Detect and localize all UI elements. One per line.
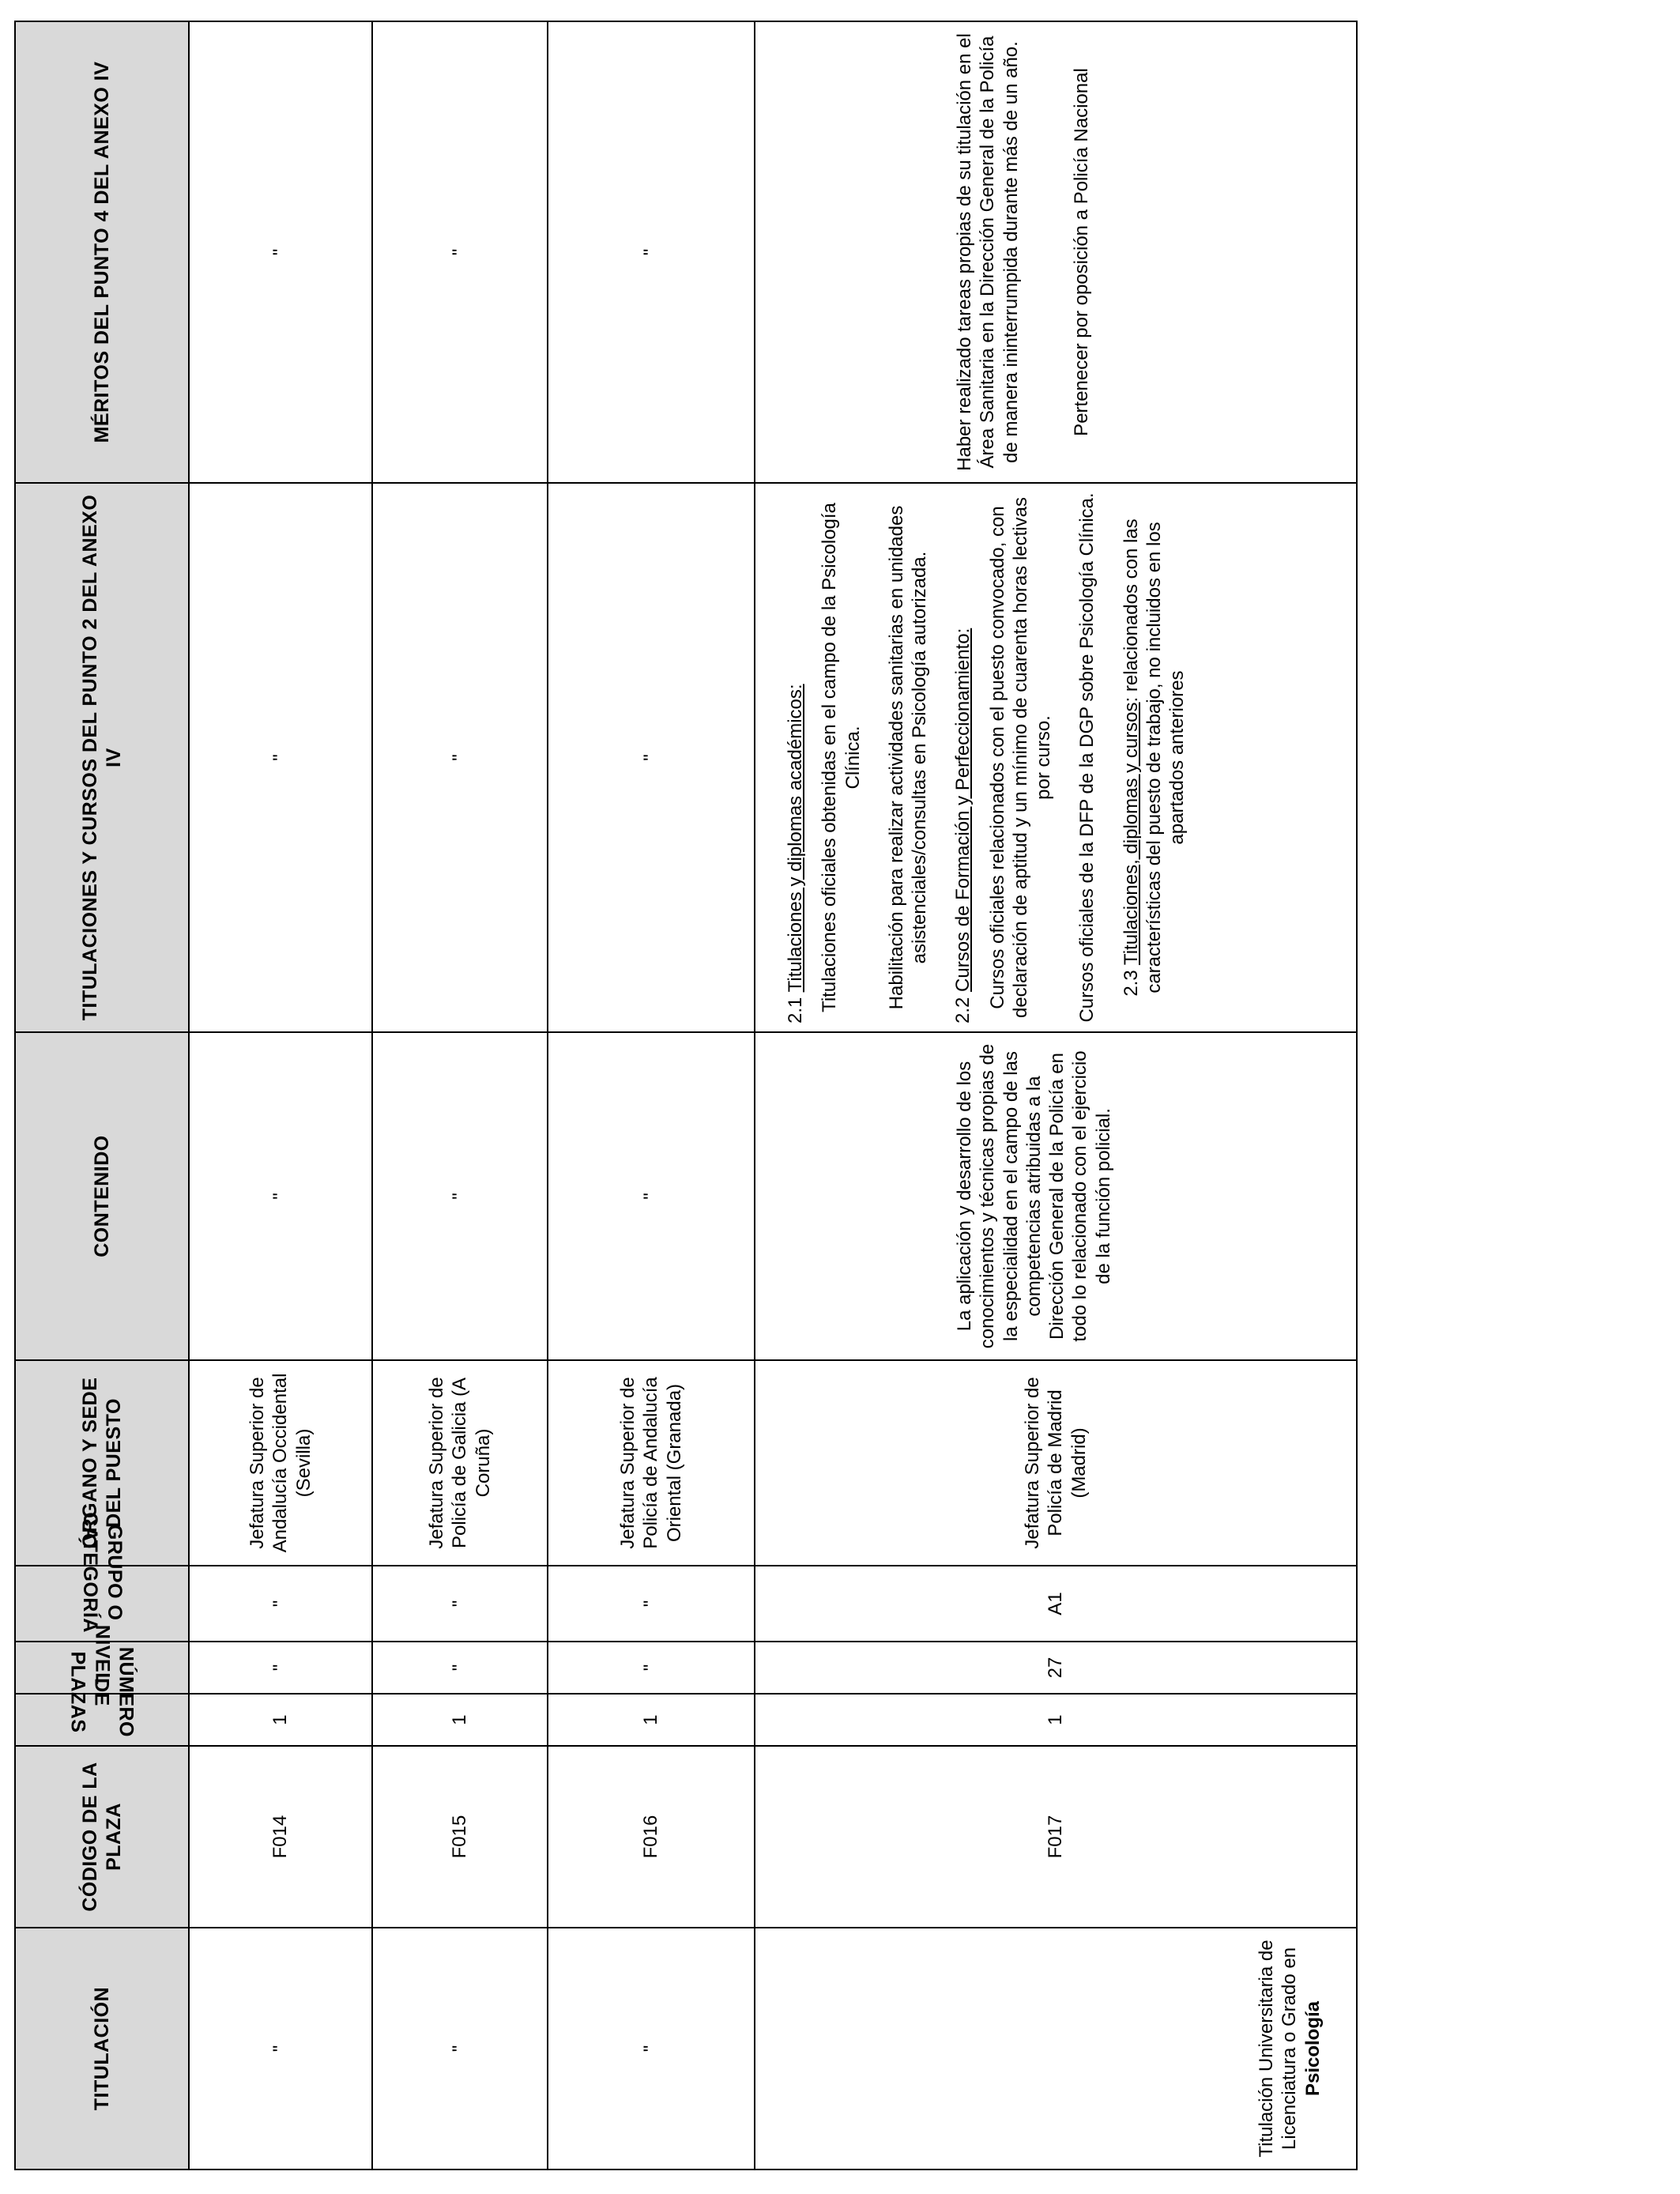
header-grupo-text: GRUPO O CATEGORÍA	[79, 1512, 126, 1633]
section-title: Cursos de Formación y Perfeccionamiento:	[952, 628, 974, 992]
table-row	[548, 21, 755, 2169]
cell-meritos	[755, 21, 1357, 483]
cell-grupo: "	[372, 1566, 548, 1642]
cell-nivel: "	[372, 1642, 548, 1694]
header-organo: ÓRGANO Y SEDE DEL PUESTO	[15, 1360, 189, 1566]
cell-titulaciones: "	[548, 483, 755, 1032]
cell-organo: Jefatura Superior de Policía de Galicia (A Coruña)	[372, 1360, 548, 1566]
merit-item-2: Pertenecer por oposición a Policía Nacional	[1070, 68, 1092, 436]
cell-codigo: F014	[189, 1746, 372, 1928]
cell-titulacion	[755, 1928, 1357, 2169]
cell-contenido: La aplicación y desarrollo de los conocimientos y técnicas propias de la especialidad en el campo de las competencias atribuidas a la Dirección General de la Policía en todo lo relacionado con el ejercicio de la función policial.	[755, 1032, 1357, 1360]
header-titulaciones: TITULACIONES Y CURSOS DEL PUNTO 2 DEL ANEXO IV	[15, 483, 189, 1032]
table-row	[189, 21, 372, 2169]
section-number: 2.2	[952, 997, 974, 1023]
item-cursos-dfp: Cursos oficiales de la DFP de la DGP sobre Psicología Clínica.	[1076, 492, 1098, 1023]
cell-numero: 1	[548, 1694, 755, 1746]
cell-titulacion: "	[189, 1928, 372, 2169]
cell-codigo: F017	[755, 1746, 1357, 1928]
cell-meritos: "	[548, 21, 755, 483]
cell-nivel: 27	[755, 1642, 1357, 1694]
cell-nivel: "	[548, 1642, 755, 1694]
cell-grupo: A1	[755, 1566, 1357, 1642]
cell-contenido: "	[189, 1032, 372, 1360]
section-title: Titulaciones, diplomas y cursos	[1120, 702, 1142, 966]
cell-titulacion: "	[548, 1928, 755, 2169]
section-number: 2.1	[785, 997, 806, 1023]
header-contenido: CONTENIDO	[15, 1032, 189, 1360]
cell-contenido: "	[372, 1032, 548, 1360]
item-titulaciones-oficiales: Titulaciones oficiales obtenidas en el campo de la Psicología Clínica.	[819, 503, 864, 1012]
header-titulacion: TITULACIÓN	[15, 1928, 189, 2169]
cell-organo: Jefatura Superior de Policía de Madrid (Madrid)	[755, 1360, 1357, 1566]
merit-item-1: Haber realizado tareas propias de su titulación en el Área Sanitaria en la Dirección General de la Policía de manera ininterrumpida durante más de un año.	[954, 33, 1022, 471]
item-cursos-oficiales: Cursos oficiales relacionados con el puesto convocado, con declaración de aptitud y un mínimo de cuarenta horas lectivas por curso.	[986, 496, 1055, 1019]
cell-organo: Jefatura Superior de Andalucía Occidental (Sevilla)	[189, 1360, 372, 1566]
header-numero-plazas-text: NÚMERO DE PLAZAS	[66, 1646, 137, 1737]
plazas-table	[14, 21, 1358, 2170]
titulacion-psicologia: Psicología	[1301, 2000, 1324, 2097]
header-nivel-text: NIVEL	[91, 1624, 114, 1685]
cell-codigo: F016	[548, 1746, 755, 1928]
item-habilitacion: Habilitación para realizar actividades sanitarias en unidades asistenciales/consultas en Psicología autorizada.	[885, 505, 931, 1010]
section-2-2	[951, 492, 974, 1023]
section-text: : relacionados con las características del puesto de trabajo, no incluidos en los apartados anteriores	[1120, 518, 1188, 993]
titulacion-text: Titulación Universitaria de Licenciatura o Grado en	[1256, 1940, 1301, 2158]
cell-meritos: "	[372, 21, 548, 483]
section-title: Titulaciones y diplomas académicos:	[785, 684, 806, 993]
table-row-main	[755, 21, 1357, 2169]
cell-nivel: "	[189, 1642, 372, 1694]
cell-organo: Jefatura Superior de Policía de Andalucía Oriental (Granada)	[548, 1360, 755, 1566]
table-row	[372, 21, 548, 2169]
cell-grupo: "	[189, 1566, 372, 1642]
cell-numero: 1	[189, 1694, 372, 1746]
section-2-1	[784, 492, 807, 1023]
cell-meritos: "	[189, 21, 372, 483]
section-2-3	[1120, 492, 1189, 1023]
cell-titulacion: "	[372, 1928, 548, 2169]
header-row	[15, 21, 189, 2169]
cell-grupo: "	[548, 1566, 755, 1642]
cell-numero: 1	[755, 1694, 1357, 1746]
cell-titulaciones	[755, 483, 1357, 1032]
header-meritos: MÉRITOS DEL PUNTO 4 DEL ANEXO IV	[15, 21, 189, 483]
header-codigo: CÓDIGO DE LA PLAZA	[15, 1746, 189, 1928]
header-grupo	[15, 1512, 189, 1642]
cell-titulaciones: "	[372, 483, 548, 1032]
cell-contenido: "	[548, 1032, 755, 1360]
cell-numero: 1	[372, 1694, 548, 1746]
section-number: 2.3	[1120, 970, 1142, 997]
cell-titulaciones: "	[189, 483, 372, 1032]
cell-codigo: F015	[372, 1746, 548, 1928]
